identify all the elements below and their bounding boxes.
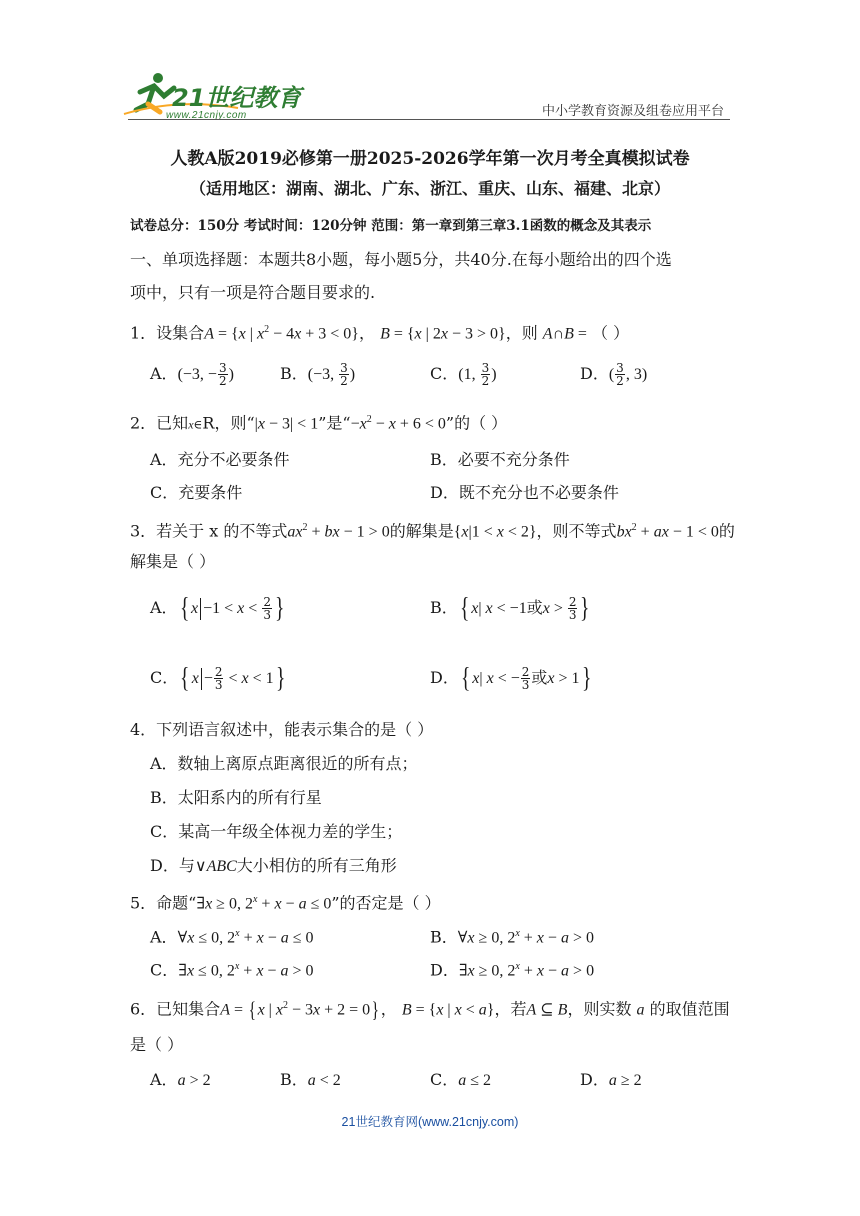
exam-title: 人教A版2019必修第一册2025-2026学年第一次月考全真模拟试卷 bbox=[170, 149, 690, 169]
q6-option-a[interactable]: A．a > 2 bbox=[150, 1070, 211, 1089]
q3-option-c[interactable]: C．{ x − $\frac{2}{3}$ < x < 1} bbox=[150, 662, 286, 694]
logo-site: www.21cnjy.com bbox=[166, 110, 247, 121]
q2-option-b[interactable]: B．必要不充分条件 bbox=[430, 450, 570, 469]
exam-info: 试卷总分：150分 考试时间：120分钟 范围：第一章到第三章3.1函数的概念及其表示 bbox=[130, 218, 652, 234]
q5-option-c[interactable]: C．∃x ≤ 0, $2^x + x - a > 0$ bbox=[150, 960, 314, 980]
q5-option-d[interactable]: D．∃x ≥ 0, $2^x + x - a > 0$ bbox=[430, 960, 595, 980]
q3-option-b[interactable]: B．{ x| x < −1或x > $\frac{2}{3}$ } bbox=[430, 592, 590, 624]
q6-option-c[interactable]: C．a ≤ 2 bbox=[430, 1070, 492, 1089]
footer-link[interactable]: 21世纪教育网(www.21cnjy.com) bbox=[341, 1115, 519, 1129]
q2-option-a[interactable]: A．充分不必要条件 bbox=[150, 450, 290, 469]
q6-stem-line-2: 是（ ） bbox=[130, 1035, 184, 1054]
q3-stem: 3．若关于 x 的不等式$ax^2$ + bx − 1 > 0的解集是{x|1 < x < 2}，则不等式$bx^2$ + ax − 1 < 0的 bbox=[130, 521, 735, 541]
section-line-1: 一、单项选择题：本题共8小题，每小题5分，共40分.在每小题给出的四个选 bbox=[130, 250, 672, 269]
exam-subtitle: （适用地区：湖南、湖北、广东、浙江、重庆、山东、福建、北京） bbox=[189, 179, 670, 198]
q6-option-b[interactable]: B．a < 2 bbox=[280, 1070, 341, 1089]
platform-name: 中小学教育资源及组卷应用平台 bbox=[541, 103, 724, 118]
q6-option-d[interactable]: D．a ≥ 2 bbox=[580, 1070, 642, 1089]
q3-stem-line-2: 解集是（ ） bbox=[130, 552, 216, 571]
q4-option-a[interactable]: A．数轴上离原点距离很近的所有点； bbox=[150, 754, 418, 773]
logo-text: 21世纪教育 bbox=[172, 84, 302, 112]
q4-option-b[interactable]: B．太阳系内的所有行星 bbox=[150, 788, 322, 807]
q2-option-d[interactable]: D．既不充分也不必要条件 bbox=[430, 483, 619, 502]
q5-stem: 5．命题“∃x ≥ 0, $2^x + x - a \le 0$”的否定是（ ） bbox=[130, 893, 441, 913]
q1-option-d[interactable]: D．( $\frac{3}{2}$ , 3) bbox=[580, 361, 648, 388]
q2-stem: 2．已知x∈R，则“|x − 3| < 1”是“$-x^2 - x + 6 < 0$”的（ ） bbox=[130, 413, 508, 433]
q1-option-a[interactable]: A．(−3, − $\frac{3}{2}$ ) bbox=[150, 361, 234, 388]
q5-option-b[interactable]: B．∀x ≥ 0, $2^x + x - a > 0$ bbox=[430, 927, 594, 947]
q4-stem: 4．下列语言叙述中，能表示集合的是（ ） bbox=[130, 720, 434, 739]
q3-option-a[interactable]: A．{ x −1 < x < $\frac{2}{3}$ } bbox=[150, 592, 285, 624]
q1-stem: 1．设集合A = {x | $x^2 - 4x + 3 < 0$}， B = {x | 2x − 3 > 0}，则 A∩B = （ ） bbox=[130, 323, 630, 343]
q1-option-c[interactable]: C．(1, $\frac{3}{2}$ ) bbox=[430, 361, 497, 388]
section-line-2: 项中，只有一项是符合题目要求的. bbox=[130, 283, 376, 302]
q4-option-c[interactable]: C．某高一年级全体视力差的学生； bbox=[150, 822, 403, 841]
q2-option-c[interactable]: C．充要条件 bbox=[150, 483, 243, 502]
q4-option-d[interactable]: D．与∨ABC大小相仿的所有三角形 bbox=[150, 856, 397, 875]
q6-stem: 6．已知集合A = {x | $x^2 - 3x + 2 = 0$}， B = {x | x < a}，若A ⊆ B，则实数 a 的取值范围 bbox=[130, 996, 730, 1022]
q1-option-b[interactable]: B．(−3, $\frac{3}{2}$ ) bbox=[280, 361, 356, 388]
q5-option-a[interactable]: A．∀x ≤ 0, $2^x + x - a \le 0$ bbox=[150, 927, 314, 947]
header-rule bbox=[128, 119, 730, 120]
q3-option-d[interactable]: D．{ x| x < − $\frac{2}{3}$ 或x > 1} bbox=[430, 662, 591, 694]
